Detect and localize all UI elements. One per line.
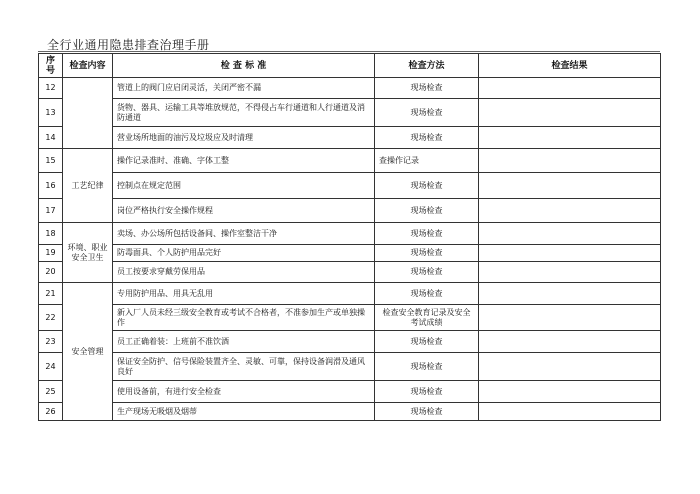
row-result xyxy=(479,78,661,99)
row-method: 现场检查 xyxy=(375,245,479,262)
row-category xyxy=(63,78,113,149)
row-number: 26 xyxy=(39,403,63,421)
row-result xyxy=(479,353,661,381)
row-result xyxy=(479,262,661,283)
row-standard: 员工按要求穿戴劳保用品 xyxy=(113,262,375,283)
page-title: 全行业通用隐患排查治理手册 xyxy=(47,38,210,52)
row-method: 现场检查 xyxy=(375,381,479,403)
table-row xyxy=(39,127,661,149)
row-standard: 生产现场无吸烟及烟蒂 xyxy=(113,403,375,421)
table-row xyxy=(39,223,661,245)
row-standard: 卖场、办公场所包括设备间、操作室整洁干净 xyxy=(113,223,375,245)
row-result xyxy=(479,223,661,245)
row-standard: 控制点在规定范围 xyxy=(113,173,375,199)
row-result xyxy=(479,283,661,305)
row-number: 22 xyxy=(39,305,63,331)
row-result xyxy=(479,331,661,353)
row-result xyxy=(479,245,661,262)
row-method: 现场检查 xyxy=(375,78,479,99)
table-row xyxy=(39,149,661,173)
row-number: 21 xyxy=(39,283,63,305)
inspection-table xyxy=(38,53,661,421)
row-standard: 新入厂人员未经三级安全教育或考试不合格者，不准参加生产或单独操作 xyxy=(113,305,375,331)
table-row xyxy=(39,245,661,262)
row-method: 现场检查 xyxy=(375,99,479,127)
header-method: 检查方法 xyxy=(375,54,479,78)
row-standard: 专用防护用品、用具无乱用 xyxy=(113,283,375,305)
header-result: 检查结果 xyxy=(479,54,661,78)
row-standard: 保证安全防护、信号保险装置齐全、灵敏、可靠，保持设备润滑及通风良好 xyxy=(113,353,375,381)
row-number: 24 xyxy=(39,353,63,381)
header-no: 序 号 xyxy=(39,54,63,78)
table-row xyxy=(39,381,661,403)
row-number: 19 xyxy=(39,245,63,262)
header-category: 检查内容 xyxy=(63,54,113,78)
table-row xyxy=(39,283,661,305)
table-row xyxy=(39,99,661,127)
row-number: 20 xyxy=(39,262,63,283)
row-result xyxy=(479,403,661,421)
row-result xyxy=(479,199,661,223)
row-result xyxy=(479,99,661,127)
row-method: 现场检查 xyxy=(375,403,479,421)
row-standard: 防毒面具、个人防护用品完好 xyxy=(113,245,375,262)
table-row xyxy=(39,331,661,353)
table-row xyxy=(39,353,661,381)
header-standard: 检 查 标 准 xyxy=(113,54,375,78)
row-result xyxy=(479,381,661,403)
row-category: 工艺纪律 xyxy=(63,149,113,223)
table-row xyxy=(39,173,661,199)
row-method: 现场检查 xyxy=(375,199,479,223)
table-row xyxy=(39,78,661,99)
row-number: 16 xyxy=(39,173,63,199)
row-number: 18 xyxy=(39,223,63,245)
row-result xyxy=(479,305,661,331)
row-method: 现场检查 xyxy=(375,283,479,305)
table-row xyxy=(39,403,661,421)
row-standard: 岗位严格执行安全操作规程 xyxy=(113,199,375,223)
row-standard: 操作记录准时、准确、字体工整 xyxy=(113,149,375,173)
row-method: 现场检查 xyxy=(375,127,479,149)
row-result xyxy=(479,127,661,149)
row-number: 23 xyxy=(39,331,63,353)
table-row xyxy=(39,199,661,223)
title-divider xyxy=(38,51,660,52)
row-number: 15 xyxy=(39,149,63,173)
row-category: 安全管理 xyxy=(63,283,113,421)
row-standard: 使用设备前，有进行安全检查 xyxy=(113,381,375,403)
table-header-row xyxy=(39,54,661,78)
row-standard: 管道上的阀门应启闭灵活，关闭严密不漏 xyxy=(113,78,375,99)
row-standard: 营业场所地面的油污及垃圾应及时清理 xyxy=(113,127,375,149)
row-number: 17 xyxy=(39,199,63,223)
row-number: 25 xyxy=(39,381,63,403)
row-number: 14 xyxy=(39,127,63,149)
table-row xyxy=(39,305,661,331)
table-row xyxy=(39,262,661,283)
row-result xyxy=(479,149,661,173)
row-method: 检查安全教育记录及安全考试成绩 xyxy=(375,305,479,331)
row-category: 环境、职业安全卫生 xyxy=(63,223,113,283)
row-result xyxy=(479,173,661,199)
row-number: 13 xyxy=(39,99,63,127)
row-method: 查操作记录 xyxy=(375,149,479,173)
row-method: 现场检查 xyxy=(375,173,479,199)
row-standard: 员工正确着装：上班前不准饮酒 xyxy=(113,331,375,353)
row-number: 12 xyxy=(39,78,63,99)
row-standard: 货物、器具、运输工具等堆放规范，不得侵占车行通道和人行通道及消防通道 xyxy=(113,99,375,127)
row-method: 现场检查 xyxy=(375,353,479,381)
row-method: 现场检查 xyxy=(375,223,479,245)
row-method: 现场检查 xyxy=(375,262,479,283)
row-method: 现场检查 xyxy=(375,331,479,353)
